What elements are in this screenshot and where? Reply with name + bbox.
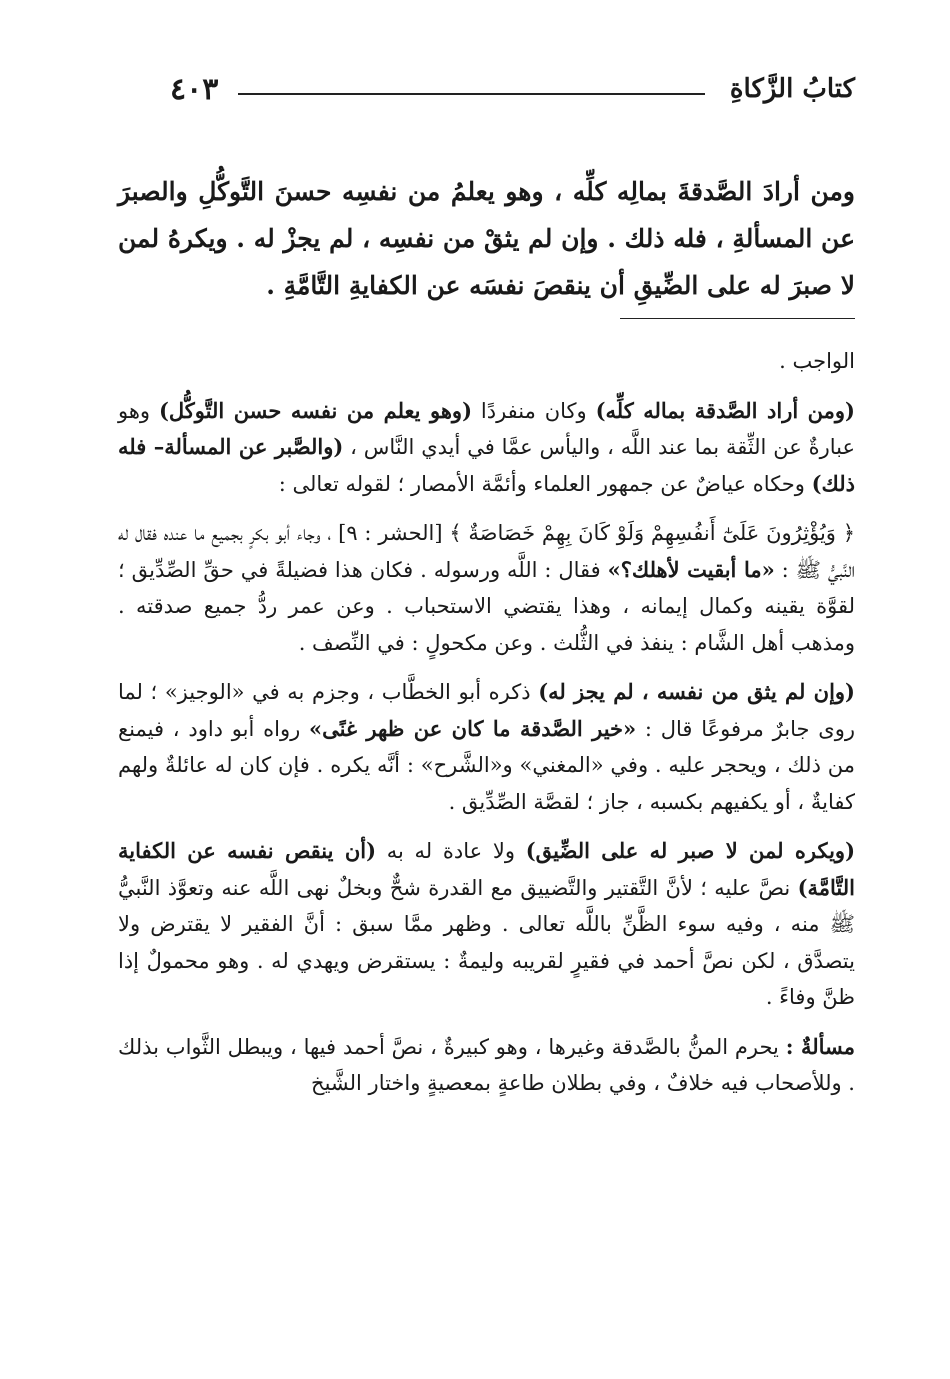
matn-paragraph: ومن أرادَ الصَّدقةَ بمالِه كلِّه ، وهو يعلمُ من نفسِه حسنَ التَّوكُّلِ والصبرَ عن المسألةِ ، فله ذلك . وإن لم يثقْ من نفسِه ، لم يجزْ له . ويكرهُ لمن لا صبرَ له على الضِّيقِ أن ينقصَ نفسَه عن الكفايةِ التَّامَّةِ . — [118, 177, 855, 300]
commentary-text — [118, 343, 855, 1102]
commentary-span: رواه أبو داود ، فيمنع من ذلك ، ويحجر عليه . وفي «المغني» و«الشَّرح» : أنَّه يكره . فإن كان له عائلةٌ ولهم كفايةٌ ، أو يكفيهم بكسبه ، جاز ؛ لقصَّة الصِّدِّيق . — [118, 716, 855, 814]
commentary-span: ذكره أبو الخطَّاب ، وجزم به في «الوجيز» ؛ لما روى جابرٌ مرفوعًا قال : — [118, 680, 855, 741]
quran-verse: ﴿ وَيُؤْثِرُونَ عَلَىٰٓ أَنفُسِهِمْ وَلَوْ كَانَ بِهِمْ خَصَاصَةٌ ﴾ — [449, 521, 855, 545]
matn-quote: (وهو يعلم من نفسه حسن التَّوكُّل) — [158, 397, 473, 423]
commentary-paragraph — [118, 393, 855, 503]
commentary-span: [الحشر : ٩] ، وجاء أبو بكرٍ بجميع ما عنده فقال له النَّبيُّ ﷺ : — [118, 521, 855, 582]
commentary-span: وهو عبارةٌ عن الثِّقة بما عند اللَّه ، واليأس عمَّا في أيدي النَّاس ، — [118, 398, 855, 459]
page-header — [150, 72, 855, 112]
matn-quote: (والصَّبر عن المسألة– فله ذلك) — [118, 434, 855, 496]
hadith-quote: «ما أبقيت لأهلك؟» — [607, 556, 775, 582]
commentary-span: فقال : اللَّه ورسوله . فكان هذا فضيلةً في حقِّ الصِّدِّيق ؛ لقوَّة يقينه وكمال إيمانه ، وهذا يقتضي الاستحباب . وعن عمر ردُّ جميع صدقته . ومذهب أهل الشَّام : ينفذ في الثُّلث . وعن مكحولٍ : في النِّصف . — [118, 557, 855, 655]
separator-rule — [620, 318, 855, 319]
chapter-title: كتابُ الزَّكاةِ — [729, 74, 855, 104]
matn-text — [118, 168, 855, 309]
commentary-span: وكان منفردًا — [472, 398, 596, 423]
commentary-paragraph — [118, 515, 855, 661]
commentary-span: يحرم المنُّ بالصَّدقة وغيرها ، وهو كبيرةٌ ، نصَّ أحمد فيها ، ويبطل الثَّواب بذلك . وللأصحاب فيه خلافٌ ، وفي بطلان طاعةٍ بمعصيةٍ واختار الشَّيخ — [118, 1034, 855, 1095]
commentary-span: ولا عادة له به — [376, 839, 526, 863]
matn-quote: (أن ينقص نفسه عن الكفاية التَّامَّة) — [118, 838, 855, 900]
matn-quote: (ويكره لمن لا صبر له على الضِّيق) — [525, 838, 855, 863]
header-rule — [238, 93, 705, 95]
page-number: ٤٠٣ — [170, 72, 219, 107]
commentary-span: وحكاه عياضٌ عن جمهور العلماء وأئمَّة الأمصار ؛ لقوله تعالى : — [278, 471, 812, 496]
matn-quote: (ومن أراد الصَّدقة بماله كلِّه) — [595, 397, 855, 423]
matn-quote: (وإن لم يثق من نفسه ، لم يجز له) — [538, 679, 855, 704]
hadith-quote: «خير الصَّدقة ما كان عن ظهر غنًى» — [309, 715, 637, 741]
commentary-paragraph — [118, 1029, 855, 1102]
commentary-paragraph — [118, 674, 855, 820]
issue-heading: مسألةٌ : — [785, 1033, 855, 1059]
commentary-paragraph — [118, 833, 855, 1016]
commentary-span: نصَّ عليه ؛ لأنَّ التَّقتير والتَّضييق مع القدرة شحٌّ وبخلٌ نهى اللَّه عنه وتعوَّذ النَّبيُّ ﷺ منه ، وفيه سوء الظَّنِّ باللَّه تعالى . وظهر ممَّا سبق : أنَّ الفقير لا يقترض ولا يتصدَّق ، لكن نصَّ أحمد في فقيرٍ لقريبه وليمةٌ : يستقرض ويهدي له . وهو محمولٌ إذا ظنَّ وفاءً . — [118, 875, 855, 1009]
commentary-continuation: الواجب . — [779, 349, 855, 373]
